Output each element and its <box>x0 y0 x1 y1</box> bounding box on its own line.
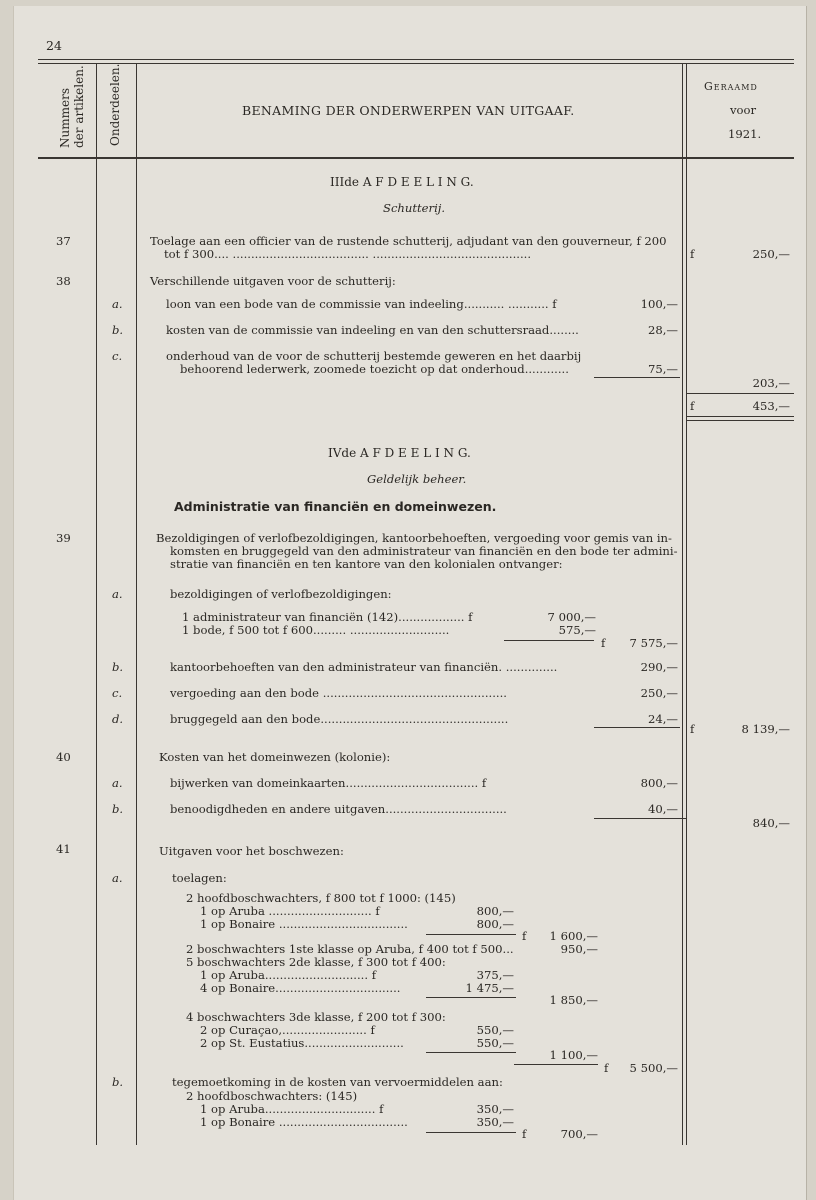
item-amount: 290,— <box>640 660 678 674</box>
item-amount: 5 500,— <box>629 1061 678 1075</box>
sum-rule <box>594 727 680 728</box>
sub-label: a. <box>112 871 123 885</box>
sum-rule <box>514 1064 598 1065</box>
item-text: tegemoetkoming in de kosten van vervoermiddelen aan: <box>172 1075 503 1089</box>
sum-rule <box>594 377 680 378</box>
article-number: 39 <box>56 531 71 545</box>
sub-label: a. <box>112 776 123 790</box>
total-rule-2 <box>686 420 794 421</box>
item-amount: 40,— <box>647 802 678 816</box>
currency-f: f <box>522 929 527 943</box>
item-text: vergoeding aan den bode .................................................. <box>170 686 507 700</box>
item-text: 4 op Bonaire.................................. <box>200 981 401 995</box>
item-text: 1 op Aruba............................ f <box>200 968 377 982</box>
article-text: Kosten van het domeinwezen (kolonie): <box>159 750 391 764</box>
currency-f: f <box>601 636 606 650</box>
total-amount: 8 139,— <box>741 722 790 736</box>
total-amount: 453,— <box>752 399 790 413</box>
item-amount: 24,— <box>647 712 678 726</box>
item-text: 2 hoofdboschwachters: (145) <box>186 1089 358 1103</box>
section-heading-4: IVde A F D E E L I N G. <box>328 446 471 460</box>
currency-f: f <box>522 1127 527 1141</box>
item-text: onderhoud van de voor de schutterij bestemde geweren en het daarbij <box>166 349 582 363</box>
item-text: loon van een bode van de commissie van indeeling........... ........... f <box>166 297 557 311</box>
item-text: kantoorbehoeften van den administrateur van financiën. .............. <box>170 660 558 674</box>
item-text: 1 bode, f 500 tot f 600......... ........................... <box>182 623 450 637</box>
section-heading-3: IIIde A F D E E L I N G. <box>330 175 474 189</box>
article-amount: 250,— <box>752 247 790 261</box>
item-text: 2 boschwachters 1ste klasse op Aruba, f 400 tot f 500... <box>186 942 514 956</box>
currency-f: f <box>690 722 695 736</box>
item-text: 4 boschwachters 3de klasse, f 200 tot f 300: <box>186 1010 446 1024</box>
sub-label: b. <box>112 1075 124 1089</box>
item-text: kosten van de commissie van indeeling en van den schuttersraad........ <box>166 323 579 337</box>
total-amount: 840,— <box>752 816 790 830</box>
item-text: 1 op Aruba.............................. f <box>200 1102 384 1116</box>
column-divider-3 <box>682 63 683 1145</box>
item-text: benoodigdheden en andere uitgaven................................. <box>170 802 507 816</box>
item-amount: 800,— <box>640 776 678 790</box>
header-title: BENAMING DER ONDERWERPEN VAN UITGAAF. <box>242 103 575 118</box>
item-text: 1 op Bonaire ................................... <box>200 1115 408 1129</box>
column-divider-4 <box>686 63 687 1145</box>
item-amount: 1 850,— <box>549 993 598 1007</box>
page-number: 24 <box>46 38 62 53</box>
sub-label: d. <box>112 712 124 726</box>
item-amount: 7 000,— <box>547 610 596 624</box>
sum-rule <box>504 640 594 641</box>
sub-label: c. <box>112 349 123 363</box>
section-bold-heading: Administratie van financiën en domeinwezen. <box>174 499 497 514</box>
section-sub-3: Schutterij. <box>383 201 446 215</box>
item-text: behoorend lederwerk, zoomede toezicht op dat onderhoud............ <box>180 362 569 376</box>
article-text: Bezoldigingen of verlofbezoldigingen, kantoorbehoeften, vergoeding voor gemis van in- <box>156 531 672 545</box>
sub-label: b. <box>112 323 124 337</box>
sum-rule <box>426 934 516 935</box>
item-amount: 250,— <box>640 686 678 700</box>
article-text: Uitgaven voor het boschwezen: <box>159 844 344 858</box>
sum-rule <box>426 1052 516 1053</box>
item-amount: 550,— <box>476 1023 514 1037</box>
sub-label: a. <box>112 587 123 601</box>
article-text: stratie van financiën en ten kantore van den kolonialen ontvanger: <box>170 557 563 571</box>
header-onderdeelen: Onderdeelen. <box>108 63 122 146</box>
item-text: bruggegeld aan den bode................................................... <box>170 712 509 726</box>
header-bottom-rule <box>38 157 794 159</box>
header-geraamd: Geraamd <box>704 80 758 93</box>
article-number: 40 <box>56 750 71 764</box>
article-text: Toelage aan een officier van de rustende schutterij, adjudant van den gouverneur, f 200 <box>150 234 667 248</box>
item-amount: 1 100,— <box>549 1048 598 1062</box>
item-amount: 800,— <box>476 904 514 918</box>
item-text: 5 boschwachters 2de klasse, f 300 tot f 400: <box>186 955 446 969</box>
header-top-rule <box>38 59 794 60</box>
item-amount: 950,— <box>560 942 598 956</box>
item-amount: 700,— <box>560 1127 598 1141</box>
header-nummers: Nummers der artikelen. <box>58 65 86 148</box>
article-number: 38 <box>56 274 71 288</box>
item-amount: 1 475,— <box>465 981 514 995</box>
item-amount: 350,— <box>476 1102 514 1116</box>
currency-f: f <box>604 1061 609 1075</box>
currency-f: f <box>690 399 695 413</box>
article-text: Verschillende uitgaven voor de schutterij: <box>150 274 396 288</box>
item-amount: 100,— <box>640 297 678 311</box>
item-amount: 1 600,— <box>549 929 598 943</box>
item-amount: 75,— <box>647 362 678 376</box>
document-page <box>14 6 806 1200</box>
article-number: 41 <box>56 842 71 856</box>
header-year: 1921. <box>728 127 762 141</box>
item-text: bezoldigingen of verlofbezoldigingen: <box>170 587 392 601</box>
sum-rule <box>594 818 686 819</box>
header-top-rule-2 <box>38 63 794 64</box>
article-number: 37 <box>56 234 71 248</box>
sum-rule <box>426 1132 516 1133</box>
item-text: 2 op St. Eustatius........................... <box>200 1036 404 1050</box>
item-amount: 350,— <box>476 1115 514 1129</box>
item-text: 2 op Curaçao,....................... f <box>200 1023 375 1037</box>
subtotal-amount: 203,— <box>752 376 790 390</box>
header-voor: voor <box>730 103 757 117</box>
sub-label: b. <box>112 660 124 674</box>
item-text: 1 op Aruba ............................ f <box>200 904 380 918</box>
item-text: bijwerken van domeinkaarten.................................... f <box>170 776 487 790</box>
item-amount: 575,— <box>558 623 596 637</box>
item-text: 1 op Bonaire ................................... <box>200 917 408 931</box>
item-amount: 550,— <box>476 1036 514 1050</box>
article-text: komsten en bruggegeld van den administrateur van financiën en den bode ter admini- <box>170 544 678 558</box>
item-amount: 375,— <box>476 968 514 982</box>
item-text: toelagen: <box>172 871 227 885</box>
total-rule <box>686 416 794 417</box>
item-text: 1 administrateur van financiën (142).................. f <box>182 610 473 624</box>
column-divider-1 <box>96 63 97 1145</box>
item-text: 2 hoofdboschwachters, f 800 tot f 1000: (145) <box>186 891 456 905</box>
item-amount: 28,— <box>647 323 678 337</box>
currency-f: f <box>690 247 695 261</box>
section-sub-4: Geldelijk beheer. <box>367 472 467 486</box>
sum-rule <box>426 997 516 998</box>
sub-label: c. <box>112 686 123 700</box>
article-text: tot f 300.... ..................................... ........................................... <box>164 247 532 261</box>
sum-rule <box>686 393 794 394</box>
sub-label: a. <box>112 297 123 311</box>
item-amount: 800,— <box>476 917 514 931</box>
item-amount: 7 575,— <box>629 636 678 650</box>
column-divider-2 <box>136 63 137 1145</box>
sub-label: b. <box>112 802 124 816</box>
